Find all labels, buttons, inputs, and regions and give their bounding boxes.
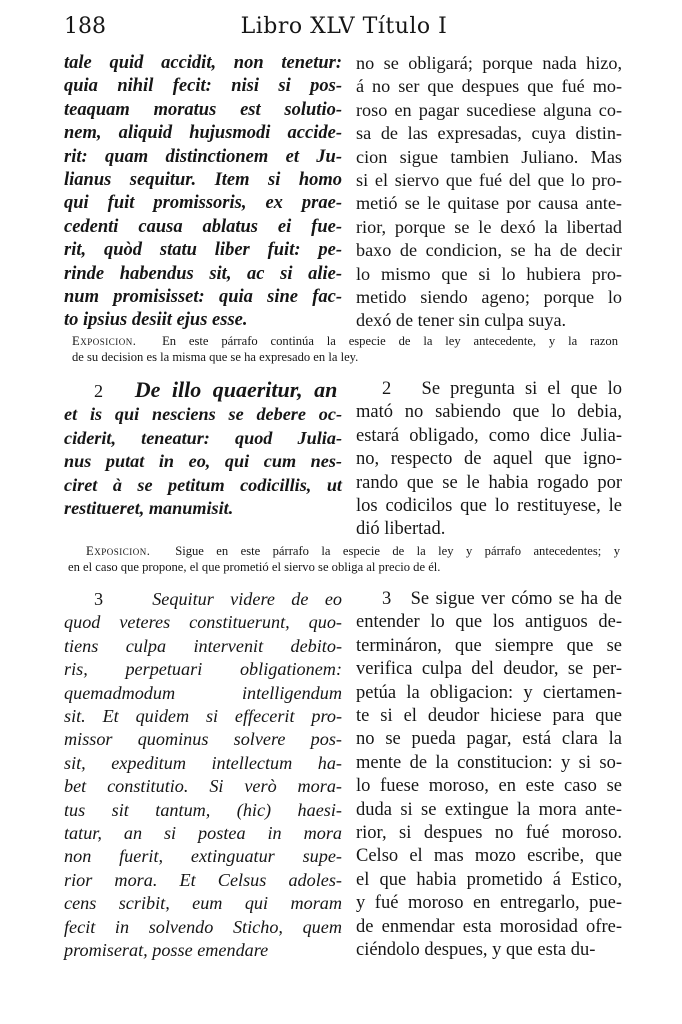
- latin-line: fecit in solvendo Sticho, quem: [64, 916, 342, 937]
- latin-line: bet constitutio. Si verò mora-: [64, 776, 342, 797]
- spanish-line: termináron, que siempre que se: [356, 635, 622, 656]
- spanish-line: estará obligado, como dice Julia-: [356, 425, 622, 446]
- spanish-line: te si el deudor hiciese para que: [356, 706, 622, 727]
- spanish-line: el que habia prometido á Estico,: [356, 869, 622, 890]
- spanish-line: los codicilos que lo restituyese, le: [356, 496, 622, 517]
- spanish-line: verifica culpa del deudor, se per-: [356, 659, 622, 680]
- latin-line: cens scribit, eum qui moram: [64, 893, 342, 914]
- latin-line: ciret à se petitum codicillis, ut: [64, 474, 342, 495]
- latin-line: quemadmodum intelligendum: [64, 682, 342, 703]
- paragraph-number: 2: [94, 381, 104, 401]
- paragraph-number: 3: [382, 589, 392, 609]
- spanish-line: rando que se le habia rogado por: [356, 472, 622, 493]
- latin-line: lianus sequitur. Item si homo: [64, 170, 342, 191]
- spanish-line: [356, 588, 622, 611]
- spanish-text-column: [356, 378, 622, 542]
- latin-line: sit. Et quidem si effecerit pro-: [64, 706, 342, 727]
- latin-line: De illo quaeritur, an: [134, 377, 338, 402]
- spanish-line: lo mismo que si lo hubiera pro-: [356, 263, 622, 284]
- spanish-line: metió se le quitase por causa ante-: [356, 193, 622, 214]
- latin-line: to ipsius desiit ejus esse.: [64, 310, 248, 331]
- spanish-line: no se obligará; porque nada hizo,: [356, 53, 622, 73]
- paragraph-number: 2: [382, 379, 392, 399]
- latin-text-column: [64, 588, 342, 963]
- spanish-text-column: [356, 52, 622, 333]
- latin-line: Sequitur videre de eo: [152, 589, 343, 609]
- latin-line: nus putat in eo, qui cum nes-: [64, 451, 342, 472]
- latin-line: non fuerit, extinguatur supe-: [64, 846, 342, 867]
- exposition-label: Exposicion.: [72, 334, 137, 348]
- spanish-line: mató no sabiendo que lo debia,: [356, 402, 622, 423]
- latin-line: tus sit tantum, (hic) haesi-: [64, 799, 342, 820]
- exposition-line: de su decision es la misma que se ha expresado en la ley.: [72, 350, 359, 364]
- latin-line: et is qui nesciens se debere oc-: [64, 404, 342, 425]
- latin-line: ciderit, teneatur: quod Julia-: [64, 427, 342, 448]
- exposition-line: en el caso que propone, el que prometió el siervo se obliga al precio de él.: [68, 560, 441, 574]
- latin-line: tiens culpa intervenit debito-: [64, 635, 342, 656]
- paragraph-number: 3: [94, 589, 104, 609]
- page-number: 188: [64, 14, 106, 39]
- latin-line: [64, 588, 342, 611]
- latin-line: ris, perpetuari obligationem:: [64, 659, 342, 680]
- latin-line: teaquam moratus est solutio-: [64, 99, 342, 120]
- latin-line: rior mora. Et Celsus adoles-: [64, 869, 342, 890]
- page-header: [64, 14, 624, 44]
- spanish-line: dexó de tener sin culpa suya.: [356, 310, 567, 331]
- spanish-line: y fué moroso en entregarlo, pue-: [356, 893, 622, 914]
- spanish-line: de enmendar esta morosidad ofre-: [356, 916, 622, 937]
- latin-line: quod veteres constituerunt, quo-: [64, 612, 342, 633]
- exposition-line: Sigue en este párrafo la especie de la ley y párrafo antecedentes; y: [175, 544, 620, 558]
- spanish-text-column: [356, 588, 622, 963]
- exposition-note-2: [68, 543, 620, 575]
- spanish-line: petúa la obligacion: y ciertamen-: [356, 682, 622, 703]
- latin-line: nem, aliquid hujusmodi accide-: [64, 123, 342, 144]
- latin-line: missor quominus solvere pos-: [64, 729, 342, 750]
- latin-line: sit, expeditum intellectum ha-: [64, 752, 342, 773]
- spanish-line: no se pueda pagar, está clara la: [356, 729, 622, 750]
- latin-line: quia nihil fecit: nisi si pos-: [64, 76, 342, 97]
- spanish-line: baxo de condicion, se ha de decir: [356, 240, 622, 261]
- spanish-line: roso en pagar sucediese alguna co-: [356, 99, 622, 120]
- latin-line: rinde habendus sit, ac si alie-: [64, 263, 342, 284]
- latin-line: restitueret, manumisit.: [64, 498, 234, 519]
- latin-line: tale quid accidit, non tenetur:: [64, 53, 342, 73]
- exposition-label: Exposicion.: [86, 544, 151, 558]
- spanish-line: entender lo que los antiguos de-: [356, 612, 622, 633]
- exposition-line: En este párrafo continúa la especie de la ley antecedente, y la razon: [162, 334, 618, 348]
- spanish-line: lo fuese moroso, en este caso se: [356, 776, 622, 797]
- spanish-line: no, respecto de aquel que igno-: [356, 449, 622, 470]
- spanish-line: ciéndolo despues, y que esta du-: [356, 940, 596, 961]
- latin-line: rit: quam distinctionem et Ju-: [64, 146, 342, 167]
- running-title: Libro XLV Título I: [240, 14, 448, 39]
- spanish-line: dió libertad.: [356, 519, 446, 540]
- spanish-line: á no ser que despues que fué mo-: [356, 76, 622, 97]
- spanish-line: cion sigue tambien Juliano. Mas: [356, 146, 622, 167]
- latin-line: tatur, an si postea in mora: [64, 823, 342, 844]
- latin-line: num promisisset: quia sine fac-: [64, 287, 342, 308]
- latin-line: qui fuit promissoris, ex prae-: [64, 193, 342, 214]
- latin-text-column: [64, 378, 342, 520]
- spanish-line: mente de la constitucion: y si so-: [356, 752, 622, 773]
- spanish-line: Se pregunta si el que lo: [421, 379, 623, 399]
- spanish-line: Celso el mas mozo escribe, que: [356, 846, 622, 867]
- spanish-line: rior, porque se le dexó la libertad: [356, 216, 622, 237]
- exposition-note-1: [72, 333, 618, 365]
- spanish-line: rior, si despues no fué moroso.: [356, 823, 622, 844]
- spanish-line: duda si se extingue la mora ante-: [356, 799, 622, 820]
- spanish-line: sa de las expresadas, cuya distin-: [356, 123, 622, 144]
- latin-line: rit, quòd statu liber fuit: pe-: [64, 240, 342, 261]
- spanish-line: metido siendo ageno; porque lo: [356, 287, 622, 308]
- latin-text-column: [64, 52, 342, 333]
- latin-line: promiserat, posse emendare: [64, 940, 269, 961]
- spanish-line: Se sigue ver cómo se ha de: [410, 589, 623, 609]
- spanish-line: si el siervo que fué del que lo pro-: [356, 170, 622, 191]
- latin-line: cedenti causa ablatus ei fue-: [64, 216, 342, 237]
